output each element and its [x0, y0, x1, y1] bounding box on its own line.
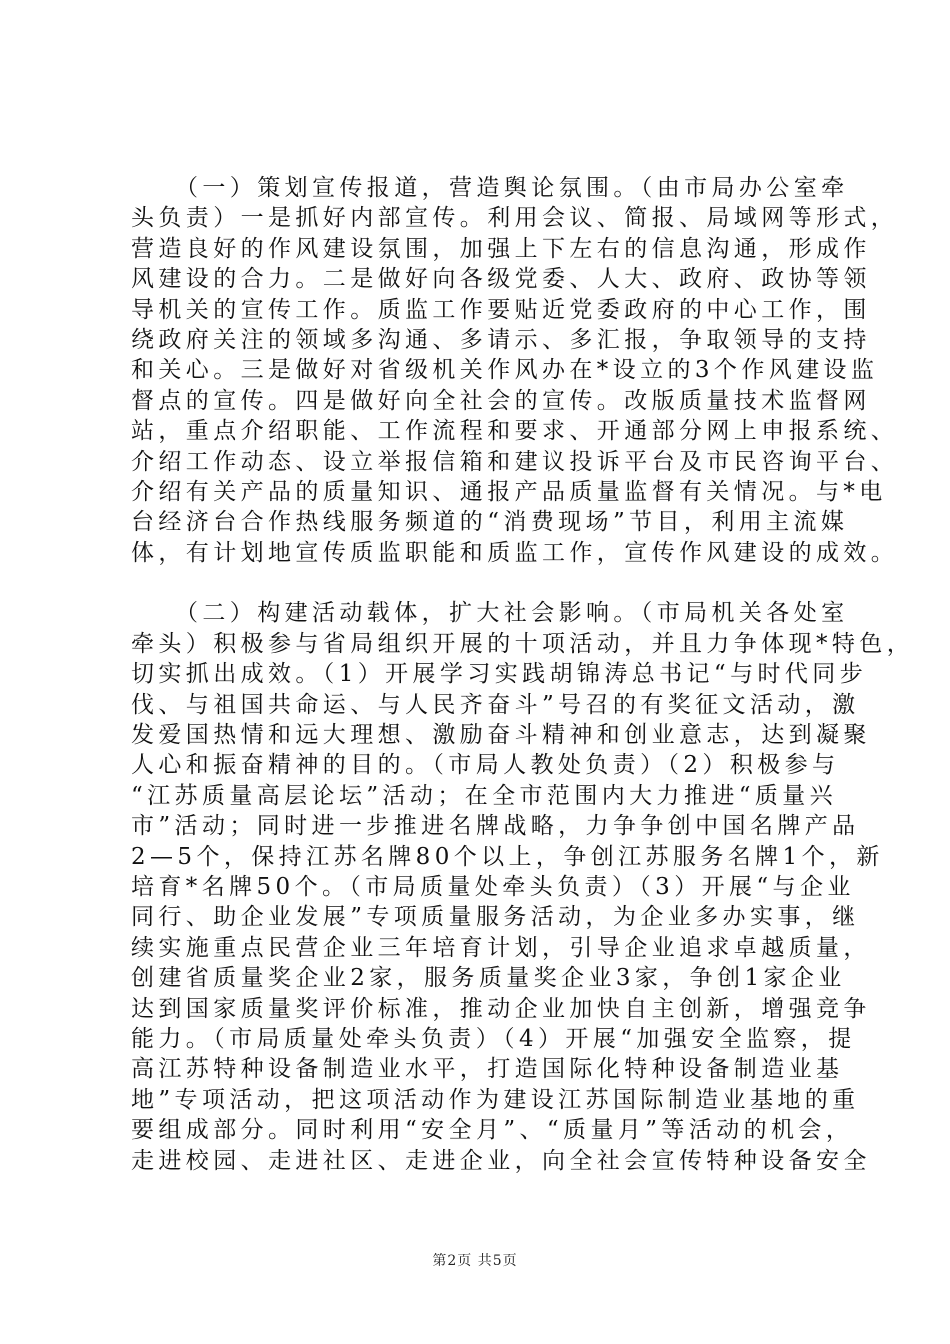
text-line: 体，有计划地宣传质监职能和质监工作，宣传作风建设的成效。 — [131, 539, 899, 566]
text-line: 高江苏特种设备制造业水平，打造国际化特种设备制造业基 — [131, 1056, 844, 1083]
text-line: （二）构建活动载体，扩大社会影响。（市局机关各处室 — [175, 600, 849, 627]
text-line: 介绍工作动态、设立举报信箱和建议投诉平台及市民咨询平台、 — [131, 448, 899, 475]
text-line: 发爱国热情和远大理想、激励奋斗精神和创业意志，达到凝聚 — [131, 722, 871, 749]
page-indicator: 第2页 共5页 — [432, 1253, 518, 1269]
page-footer — [0, 1250, 950, 1270]
text-line: 台经济台合作热线服务频道的“消费现场”节目，利用主流媒 — [131, 509, 849, 536]
paragraph-1 — [131, 173, 899, 568]
text-line: 风建设的合力。二是做好向各级党委、人大、政府、政协等领 — [131, 266, 871, 293]
text-line: 导机关的宣传工作。质监工作要贴近党委政府的中心工作，围 — [131, 296, 871, 323]
text-line: 市”活动；同时进一步推进名牌战略，力争争创中国名牌产品 — [131, 813, 860, 840]
text-line: 续实施重点民营企业三年培育计划，引导企业追求卓越质量， — [131, 934, 871, 961]
text-line: 督点的宣传。四是做好向全社会的宣传。改版质量技术监督网 — [131, 387, 871, 414]
text-line: （一）策划宣传报道，营造舆论氛围。（由市局办公室牵 — [175, 175, 849, 201]
text-line: 创建省质量奖企业2家，服务质量奖企业3家，争创1家企业 — [131, 965, 846, 992]
text-line: 头负责）一是抓好内部宣传。利用会议、简报、局域网等形式， — [131, 205, 899, 232]
text-line: 地”专项活动，把这项活动作为建设江苏国际制造业基地的重 — [131, 1086, 860, 1113]
text-line: 走进校园、走进社区、走进企业，向全社会宣传特种设备安全 — [131, 1147, 871, 1174]
text-line: 达到国家质量奖评价标准，推动企业加快自主创新，增强竞争 — [131, 995, 871, 1022]
text-line: 人心和振奋精神的目的。（市局人教处负责）（2）积极参与 — [131, 752, 840, 779]
text-line: 介绍有关产品的质量知识、通报产品质量监督有关情况。与*电 — [131, 478, 887, 505]
text-line: 伐、与祖国共命运、与人民齐奋斗”号召的有奖征文活动，激 — [131, 691, 860, 718]
text-line: 营造良好的作风建设氛围，加强上下左右的信息沟通，形成作 — [131, 235, 871, 262]
text-line: 站，重点介绍职能、工作流程和要求、开通部分网上申报系统、 — [131, 418, 899, 445]
text-line: 要组成部分。同时利用“安全月”、“质量月”等活动的机会， — [131, 1117, 854, 1144]
text-line: 和关心。三是做好对省级机关作风办在*设立的3个作风建设监 — [131, 357, 879, 384]
text-line: 2—5个，保持江苏名牌80个以上，争创江苏服务名牌1个，新 — [131, 843, 884, 870]
text-line: 能力。（市局质量处牵头负责）（4）开展“加强安全监察，提 — [131, 1025, 856, 1052]
text-line: 绕政府关注的领域多沟通、多请示、多汇报，争取领导的支持 — [131, 326, 871, 353]
text-line: 同行、助企业发展”专项质量服务活动，为企业多办实事，继 — [131, 904, 860, 931]
text-line: 牵头）积极参与省局组织开展的十项活动，并且力争体现*特色， — [131, 630, 915, 657]
document-body — [131, 173, 915, 1176]
text-line: 培育*名牌50个。（市局质量处牵头负责）（3）开展“与企业 — [131, 873, 855, 900]
text-line: 切实抓出成效。（1）开展学习实践胡锦涛总书记“与时代同步 — [131, 661, 868, 688]
paragraph-2 — [131, 598, 915, 1175]
text-line: “江苏质量高层论坛”活动；在全市范围内大力推进“质量兴 — [131, 782, 838, 809]
